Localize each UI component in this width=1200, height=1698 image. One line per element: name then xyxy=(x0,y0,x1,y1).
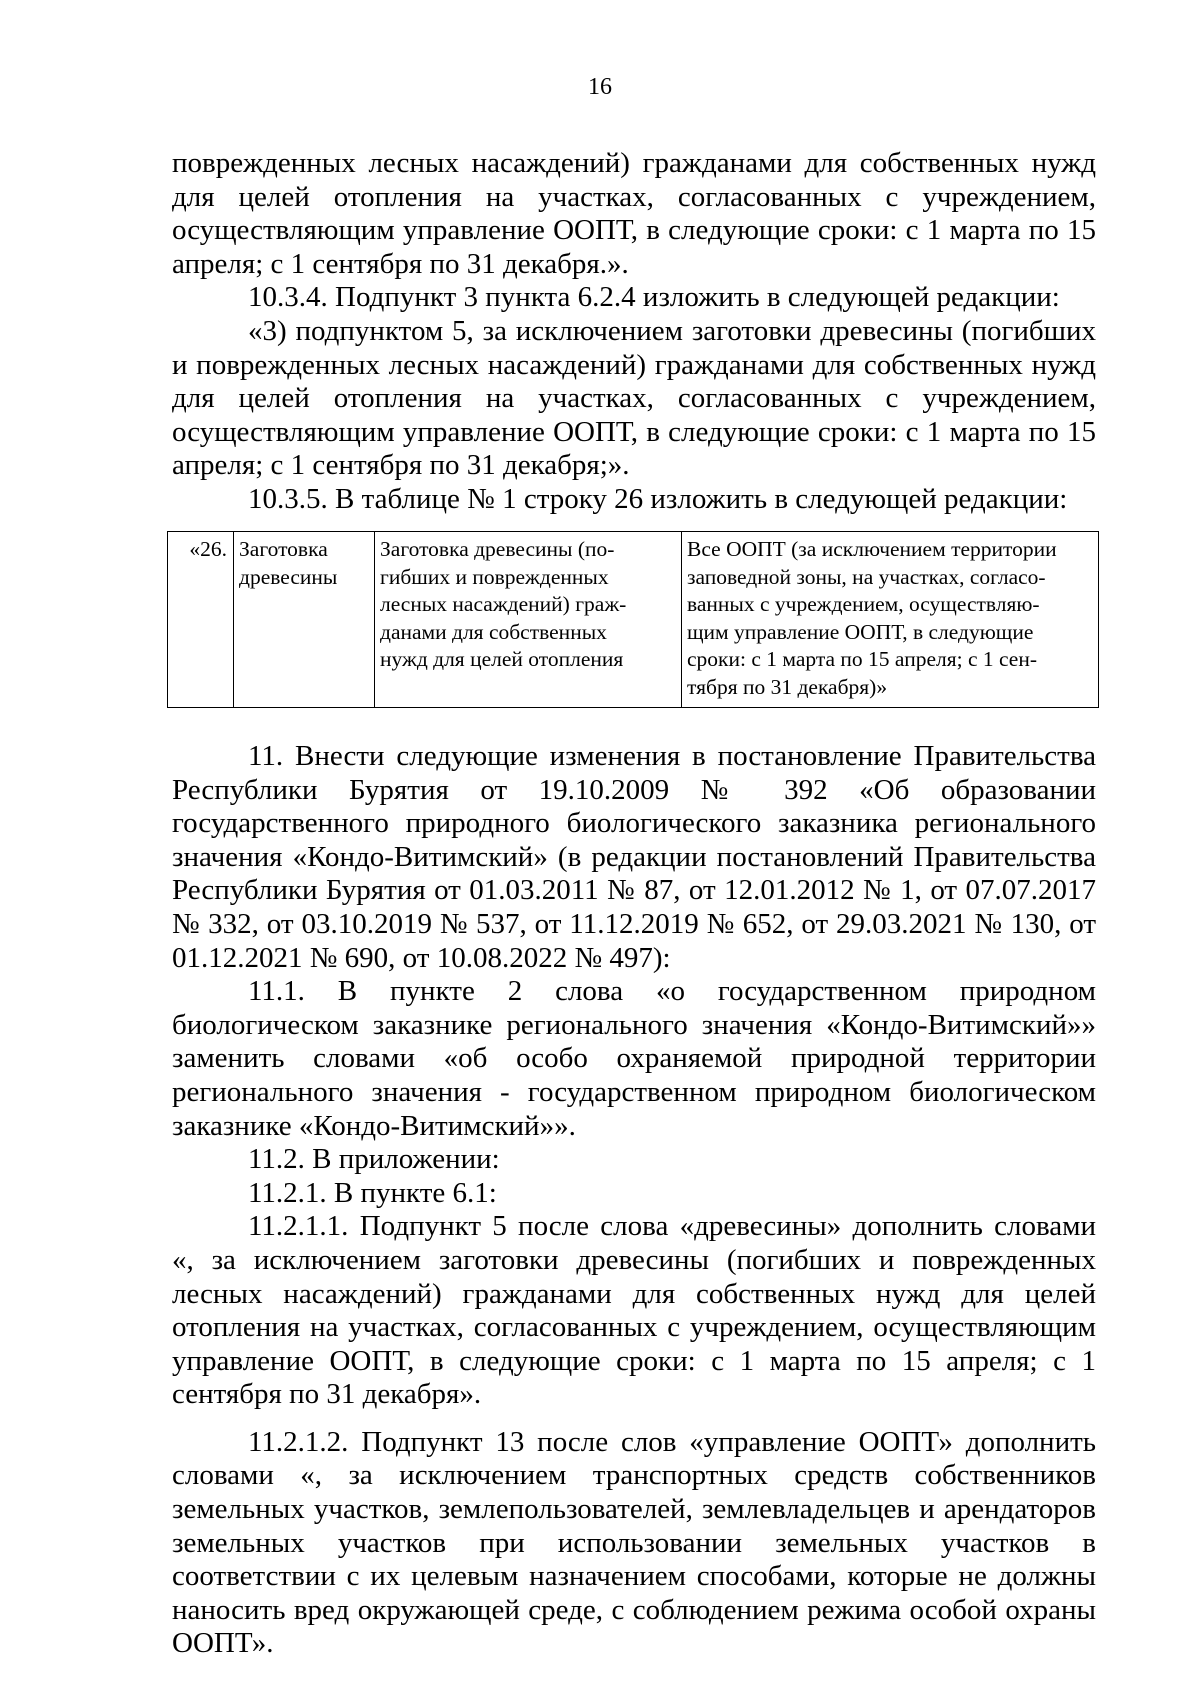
territory-line: сроки: с 1 марта по 15 апреля; с 1 сен- xyxy=(687,647,1038,671)
amendment-table xyxy=(167,531,1099,708)
row-number-cell xyxy=(168,532,234,708)
activity-line: древесины xyxy=(239,564,338,589)
territory-line: ванных с учреждением, осуществляю- xyxy=(687,592,1040,616)
territory-line: Все ООПТ (за исключением территории xyxy=(687,537,1057,561)
paragraph-10-3-4-text: «3) подпунктом 5, за исключением заготовки древесины (погибших и поврежденных лесных насаждений) гражданами для собственных нужд для целей отопления на участках, согласованных с учреждением, осуществляющим управление ООПТ, в следующие сроки: с 1 марта по 15 апреля; с 1 сентября по 31 декабря;». xyxy=(172,314,1096,482)
description-line: Заготовка древесины (по- xyxy=(380,537,615,561)
territory-cell xyxy=(682,532,1099,708)
top-text-block xyxy=(172,147,1096,517)
territory-line: тября по 31 декабря)» xyxy=(687,674,888,699)
bottom-text-block xyxy=(172,740,1096,1661)
description-line: нужд для целей отопления xyxy=(380,647,624,671)
description-line: гибших и поврежденных xyxy=(380,564,609,589)
paragraph-continuation: поврежденных лесных насаждений) гражданами для собственных нужд для целей отопления на участках, согласованных с учреждением, осуществляющим управление ООПТ, в следующие сроки: с 1 марта по 15 апреля; с 1 сентября по 31 декабря.». xyxy=(172,147,1096,280)
page-number: 16 xyxy=(588,74,612,100)
paragraph-11-2-1-1: 11.2.1.1. Подпункт 5 после слова «древесины» дополнить словами «, за исключением заготовки древесины (погибших и поврежденных лесных насаждений) гражданами для собственных нужд для целей отопления на участках, согласованных с учреждением, осуществляющим управление ООПТ, в следующие сроки: с 1 марта по 15 апреля; с 1 сентября по 31 декабря». xyxy=(172,1210,1096,1411)
paragraph-10-3-5: 10.3.5. В таблице № 1 строку 26 изложить в следующей редакции: xyxy=(248,482,1068,515)
activity-line: Заготовка xyxy=(239,537,328,561)
paragraph-11: 11. Внести следующие изменения в постановление Правительства Республики Бурятия от 19.10.2009 № 392 «Об образовании государственного природного биологического заказника регионального значения «Кондо-Витимский» (в редакции постановлений Правительства Республики Бурятия от 01.03.2011 № 87, от 12.01.2012 № 1, от 07.07.2017 № 332, от 03.10.2019 № 537, от 11.12.2019 № 652, от 29.03.2021 № 130, от 01.12.2021 № 690, от 10.08.2022 № 497): xyxy=(172,740,1096,974)
paragraph-11-2-1: 11.2.1. В пункте 6.1: xyxy=(248,1176,497,1209)
table-row xyxy=(168,532,1099,708)
territory-line: щим управление ООПТ, в следующие xyxy=(687,619,1034,644)
paragraph-11-2: 11.2. В приложении: xyxy=(248,1143,500,1176)
description-line: лесных насаждений) граж- xyxy=(380,592,627,616)
paragraph-10-3-4: 10.3.4. Подпункт 3 пункта 6.2.4 изложить в следующей редакции: xyxy=(248,281,1060,314)
activity-cell xyxy=(234,532,375,708)
description-cell xyxy=(375,532,682,708)
paragraph-11-2-1-2: 11.2.1.2. Подпункт 13 после слов «управление ООПТ» дополнить словами «, за исключением транспортных средств собственников земельных участков, землепользователей, землевладельцев и арендаторов земельных участков при использовании земельных участков в соответствии с их целевым назначением способами, которые не должны наносить вред окружающей среде, с соблюдением режима особой охраны ООПТ». xyxy=(172,1425,1096,1660)
row-number: «26. xyxy=(189,537,227,561)
description-line: данами для собственных xyxy=(380,619,607,644)
paragraph-11-1: 11.1. В пункте 2 слова «о государственном природном биологическом заказнике регионального значения «Кондо-Витимский»» заменить словами «об особо охраняемой природной территории регионального значения - государственном природном биологическом заказнике «Кондо-Витимский»». xyxy=(172,975,1096,1142)
territory-line: заповедной зоны, на участках, согласо- xyxy=(687,564,1046,589)
